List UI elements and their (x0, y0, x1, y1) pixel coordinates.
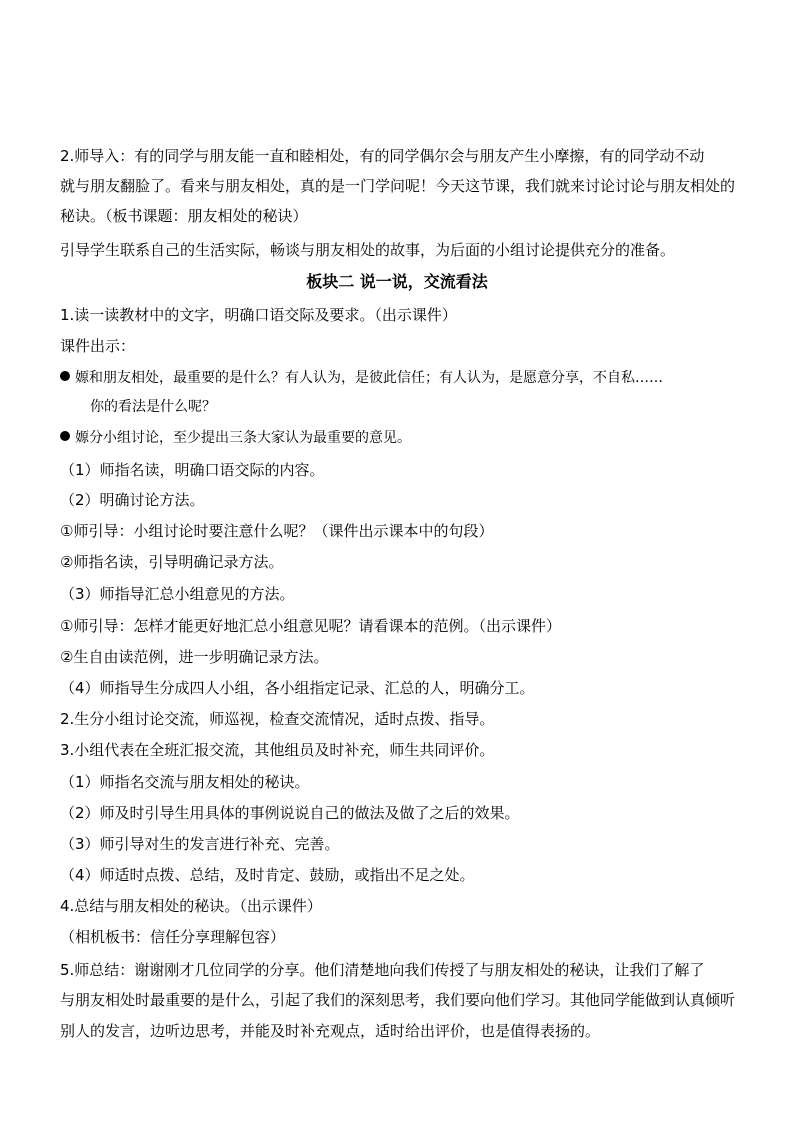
bullet-item (60, 428, 411, 448)
paragraph-line: （相机板书：信任分享理解包容） (60, 928, 286, 946)
paragraph-line: ①师引导：小组讨论时要注意什么呢？（课件出示课本中的句段） (60, 522, 494, 540)
paragraph-line: 2.生分小组讨论交流，师巡视，检查交流情况，适时点拨、指导。 (60, 710, 495, 728)
bullet-text: 嫄和朋友相处，最重要的是什么？有人认为，是彼此信任；有人认为，是愿意分享，不自私…… (75, 370, 663, 386)
paragraph-line: 3.小组代表在全班汇报交流，其他组员及时补充，师生共同评价。 (60, 741, 495, 759)
paragraph-line: 4.总结与朋友相处的秘诀。（出示课件） (60, 897, 322, 915)
paragraph-line: （4）师适时点拨、总结，及时肯定、鼓励，或指出不足之处。 (60, 866, 475, 884)
paragraph-line: （3）师指导汇总小组意见的方法。 (60, 585, 295, 603)
paragraph-line: ②生自由读范例，进一步明确记录方法。 (60, 648, 329, 666)
paragraph-line: （1）师指名读，明确口语交际的内容。 (60, 461, 325, 479)
section-title: 板块二 说一说，交流看法 (306, 272, 488, 291)
paragraph-line: 课件出示： (60, 337, 136, 355)
paragraph-line: （1）师指名交流与朋友相处的秘诀。 (60, 773, 310, 791)
paragraph-line: 别人的发言，边听边思考，并能及时补充观点，适时给出评价，也是值得表扬的。 (60, 1022, 601, 1040)
paragraph-line: 5.师总结：谢谢刚才几位同学的分享。他们清楚地向我们传授了与朋友相处的秘诀，让我们了解了 (60, 961, 705, 979)
paragraph-line: 1.读一读教材中的文字，明确口语交际及要求。（出示课件） (60, 306, 457, 324)
paragraph-line: （2）明确讨论方法。 (60, 491, 205, 509)
bullet-item (60, 368, 663, 388)
paragraph-line: ①师引导：怎样才能更好地汇总小组意见呢？请看课本的范例。（出示课件） (60, 617, 561, 635)
paragraph-line: 秘诀。（板书课题：朋友相处的秘诀） (60, 207, 308, 225)
paragraph-line: （4）师指导生分成四人小组，各小组指定记录、汇总的人，明确分工。 (60, 679, 535, 697)
paragraph-line: （2）师及时引导生用具体的事例说说自己的做法及做了之后的效果。 (60, 804, 520, 822)
paragraph-line: ②师指名读，引导明确记录方法。 (60, 553, 284, 571)
paragraph-line: （3）师引导对生的发言进行补充、完善。 (60, 835, 340, 853)
bullet-dot-icon (60, 371, 70, 381)
paragraph-line: 引导学生联系自己的生活实际，畅谈与朋友相处的故事，为后面的小组讨论提供充分的准备。 (60, 241, 676, 259)
bullet-text: 嫄分小组讨论，至少提出三条大家认为最重要的意见。 (75, 430, 411, 446)
bullet-continuation: 你的看法是什么呢？ (90, 399, 216, 415)
paragraph-line: 就与朋友翻脸了。看来与朋友相处，真的是一门学问呢！今天这节课，我们就来讨论讨论与朋友相处的 (60, 177, 736, 195)
paragraph-line: 与朋友相处时最重要的是什么，引起了我们的深刻思考，我们要向他们学习。其他同学能做到认真倾听 (60, 991, 736, 1009)
paragraph-line: 2.师导入：有的同学与朋友能一直和睦相处，有的同学偶尔会与朋友产生小摩擦，有的同学动不动 (60, 147, 705, 165)
bullet-dot-icon (60, 431, 70, 441)
